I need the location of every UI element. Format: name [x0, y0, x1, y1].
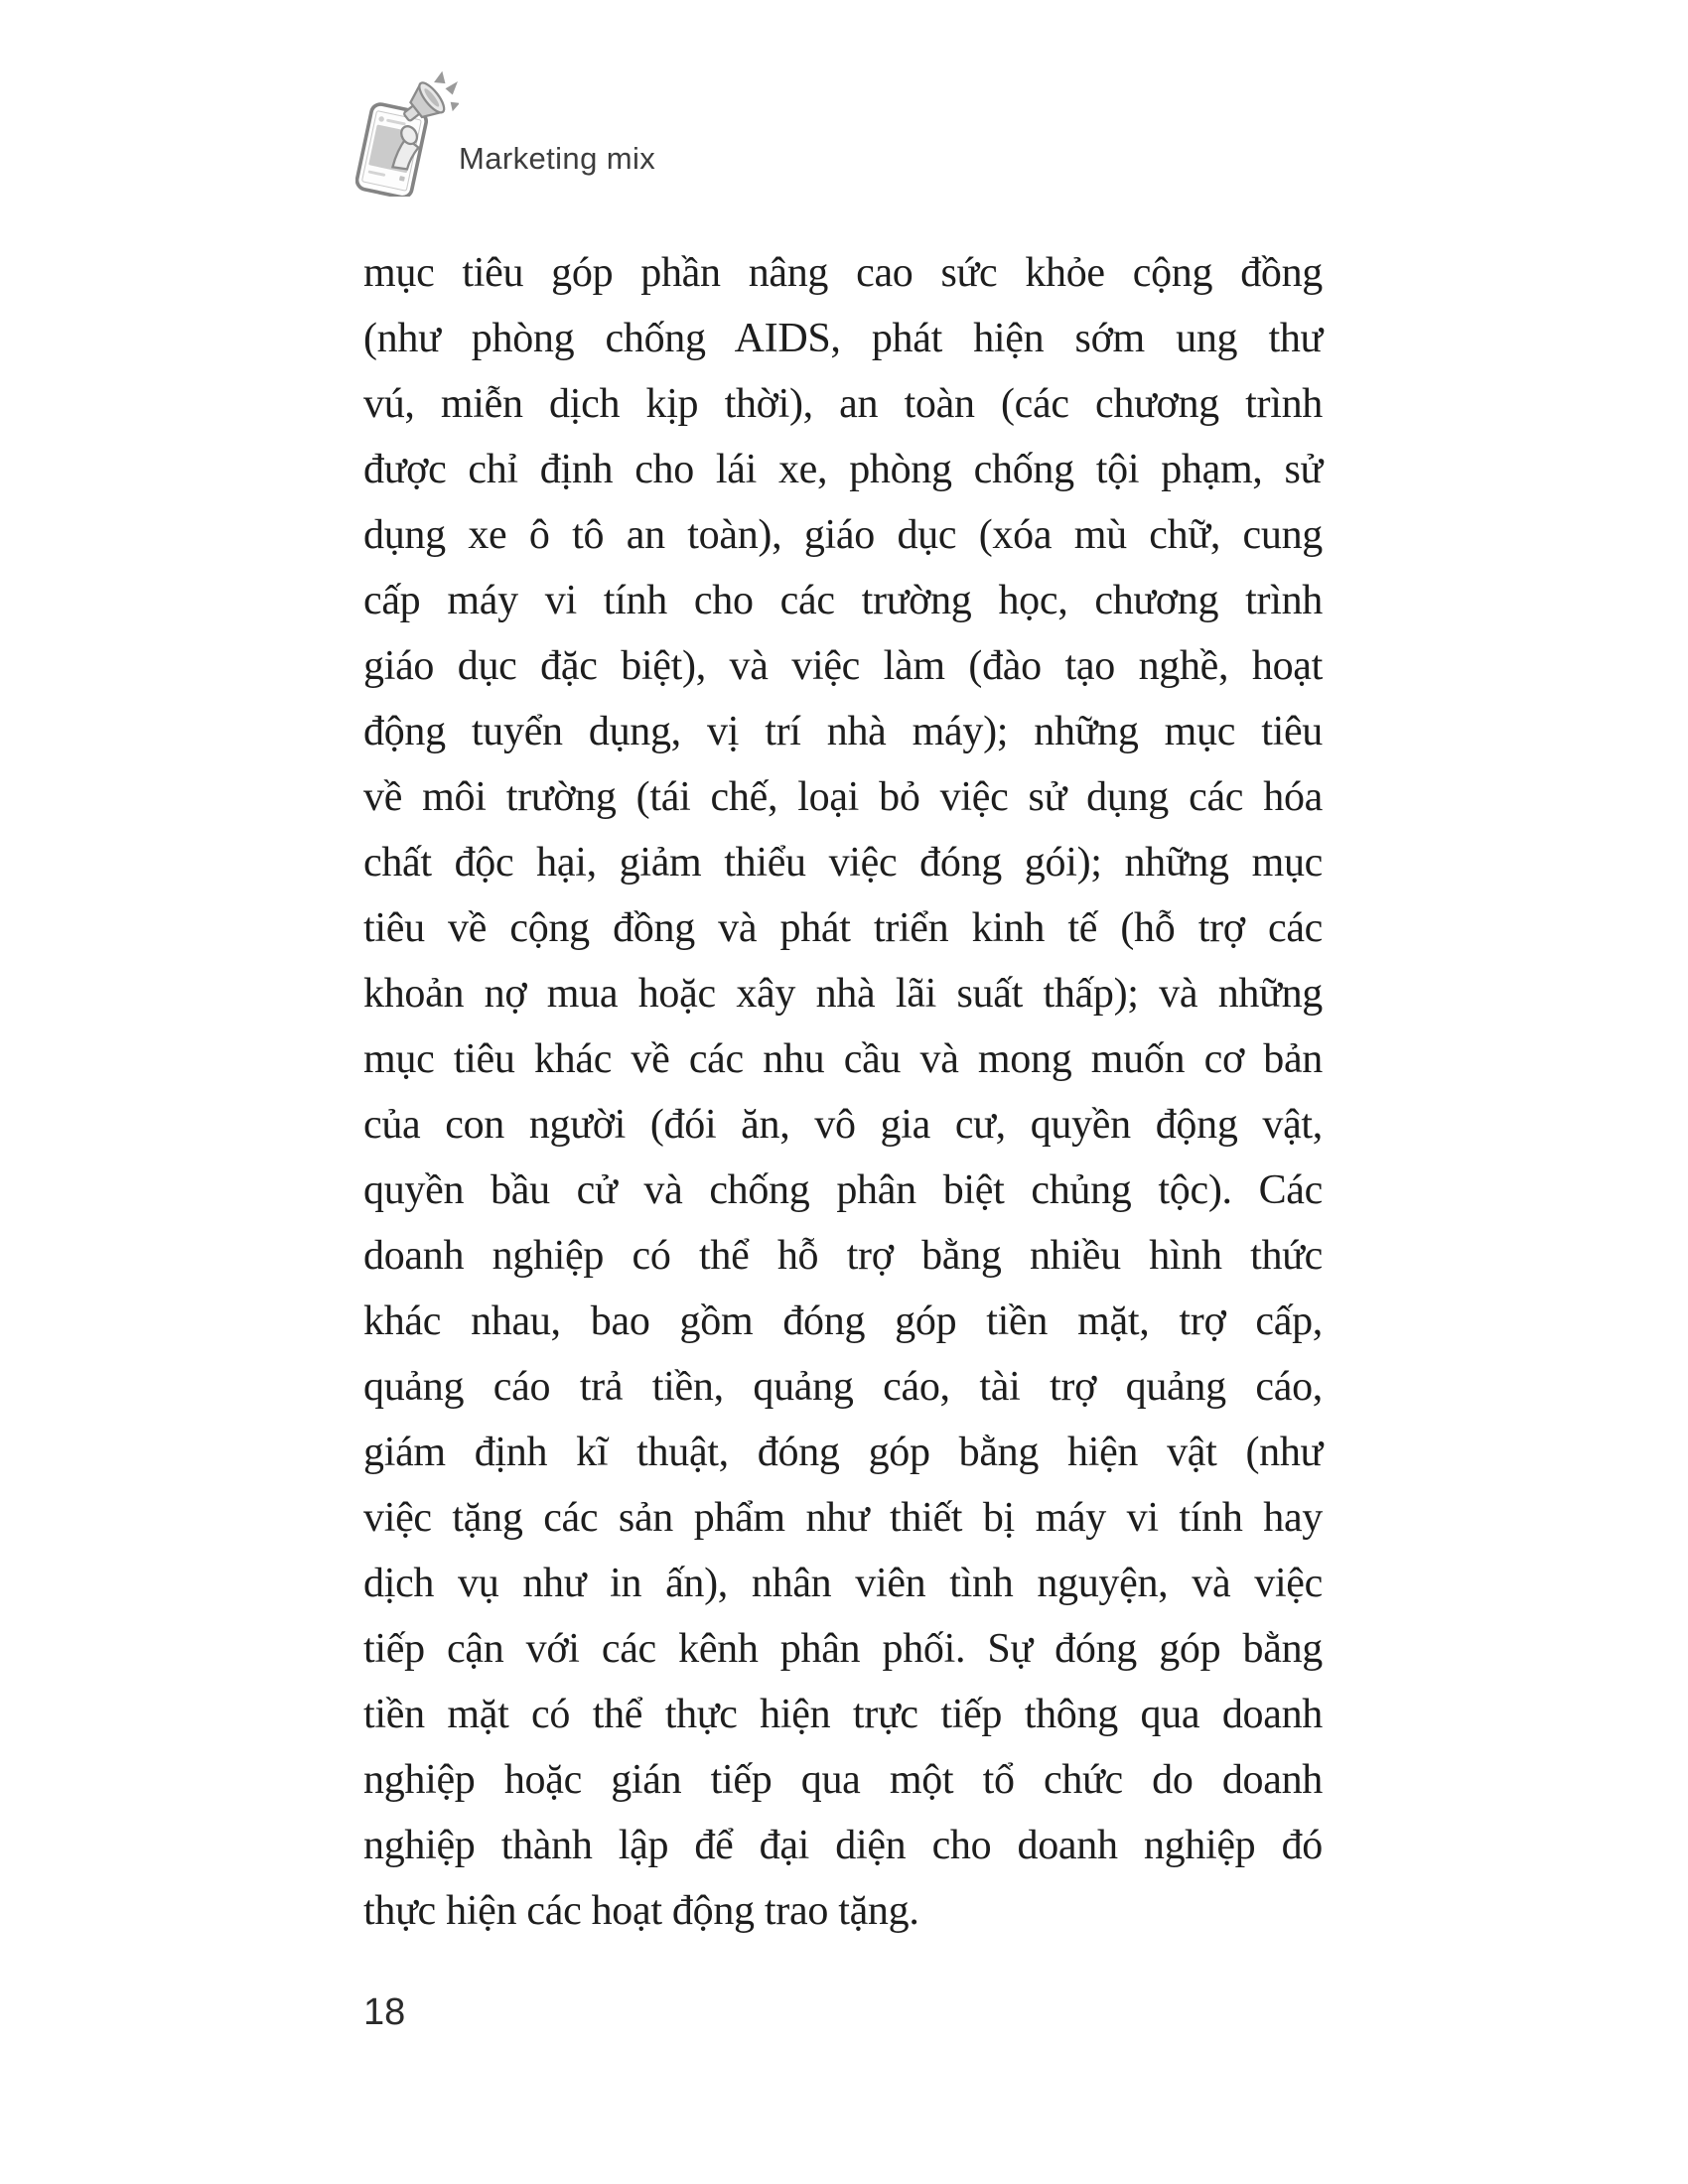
text-line: quảng cáo trả tiền, quảng cáo, tài trợ quảng cáo,	[363, 1364, 1323, 1410]
text-line: (như phòng chống AIDS, phát hiện sớm ung thư	[363, 316, 1323, 361]
text-line: tiền mặt có thể thực hiện trực tiếp thông qua doanh	[363, 1692, 1323, 1737]
text-line: động tuyển dụng, vị trí nhà máy); những mục tiêu	[363, 709, 1323, 754]
text-line: khác nhau, bao gồm đóng góp tiền mặt, trợ cấp,	[363, 1298, 1323, 1344]
text-line: nghiệp hoặc gián tiếp qua một tổ chức do doanh	[363, 1757, 1323, 1803]
text-line: vú, miễn dịch kịp thời), an toàn (các chương trình	[363, 381, 1323, 427]
text-line: quyền bầu cử và chống phân biệt chủng tộc). Các	[363, 1167, 1323, 1213]
running-header-title: Marketing mix	[459, 141, 656, 176]
text-line: chất độc hại, giảm thiểu việc đóng gói); những mục	[363, 840, 1323, 886]
text-line: về môi trường (tái chế, loại bỏ việc sử dụng các hóa	[363, 774, 1323, 820]
text-line: dịch vụ như in ấn), nhân viên tình nguyện, và việc	[363, 1561, 1323, 1606]
text-line: việc tặng các sản phẩm như thiết bị máy vi tính hay	[363, 1495, 1323, 1541]
phone-megaphone-icon	[355, 69, 459, 197]
page-number: 18	[363, 1991, 406, 2033]
text-line: dụng xe ô tô an toàn), giáo dục (xóa mù chữ, cung	[363, 512, 1323, 558]
text-line: thực hiện các hoạt động trao tặng.	[363, 1888, 919, 1934]
text-line: doanh nghiệp có thể hỗ trợ bằng nhiều hình thức	[363, 1233, 1323, 1279]
text-line: mục tiêu góp phần nâng cao sức khỏe cộng đồng	[363, 250, 1323, 296]
text-line: được chỉ định cho lái xe, phòng chống tội phạm, sử	[363, 447, 1323, 492]
text-line: mục tiêu khác về các nhu cầu và mong muốn cơ bản	[363, 1036, 1323, 1082]
text-line: tiêu về cộng đồng và phát triển kinh tế (hỗ trợ các	[363, 905, 1323, 951]
text-line: khoản nợ mua hoặc xây nhà lãi suất thấp); và những	[363, 971, 1323, 1017]
text-line: của con người (đói ăn, vô gia cư, quyền động vật,	[363, 1102, 1323, 1148]
text-line: cấp máy vi tính cho các trường học, chương trình	[363, 578, 1323, 623]
text-line: giáo dục đặc biệt), và việc làm (đào tạo nghề, hoạt	[363, 643, 1323, 689]
body-paragraph	[363, 240, 1323, 1944]
text-line: giám định kĩ thuật, đóng góp bằng hiện vật (như	[363, 1430, 1323, 1475]
text-line: tiếp cận với các kênh phân phối. Sự đóng góp bằng	[363, 1626, 1323, 1672]
text-line: nghiệp thành lập để đại diện cho doanh nghiệp đó	[363, 1823, 1323, 1868]
